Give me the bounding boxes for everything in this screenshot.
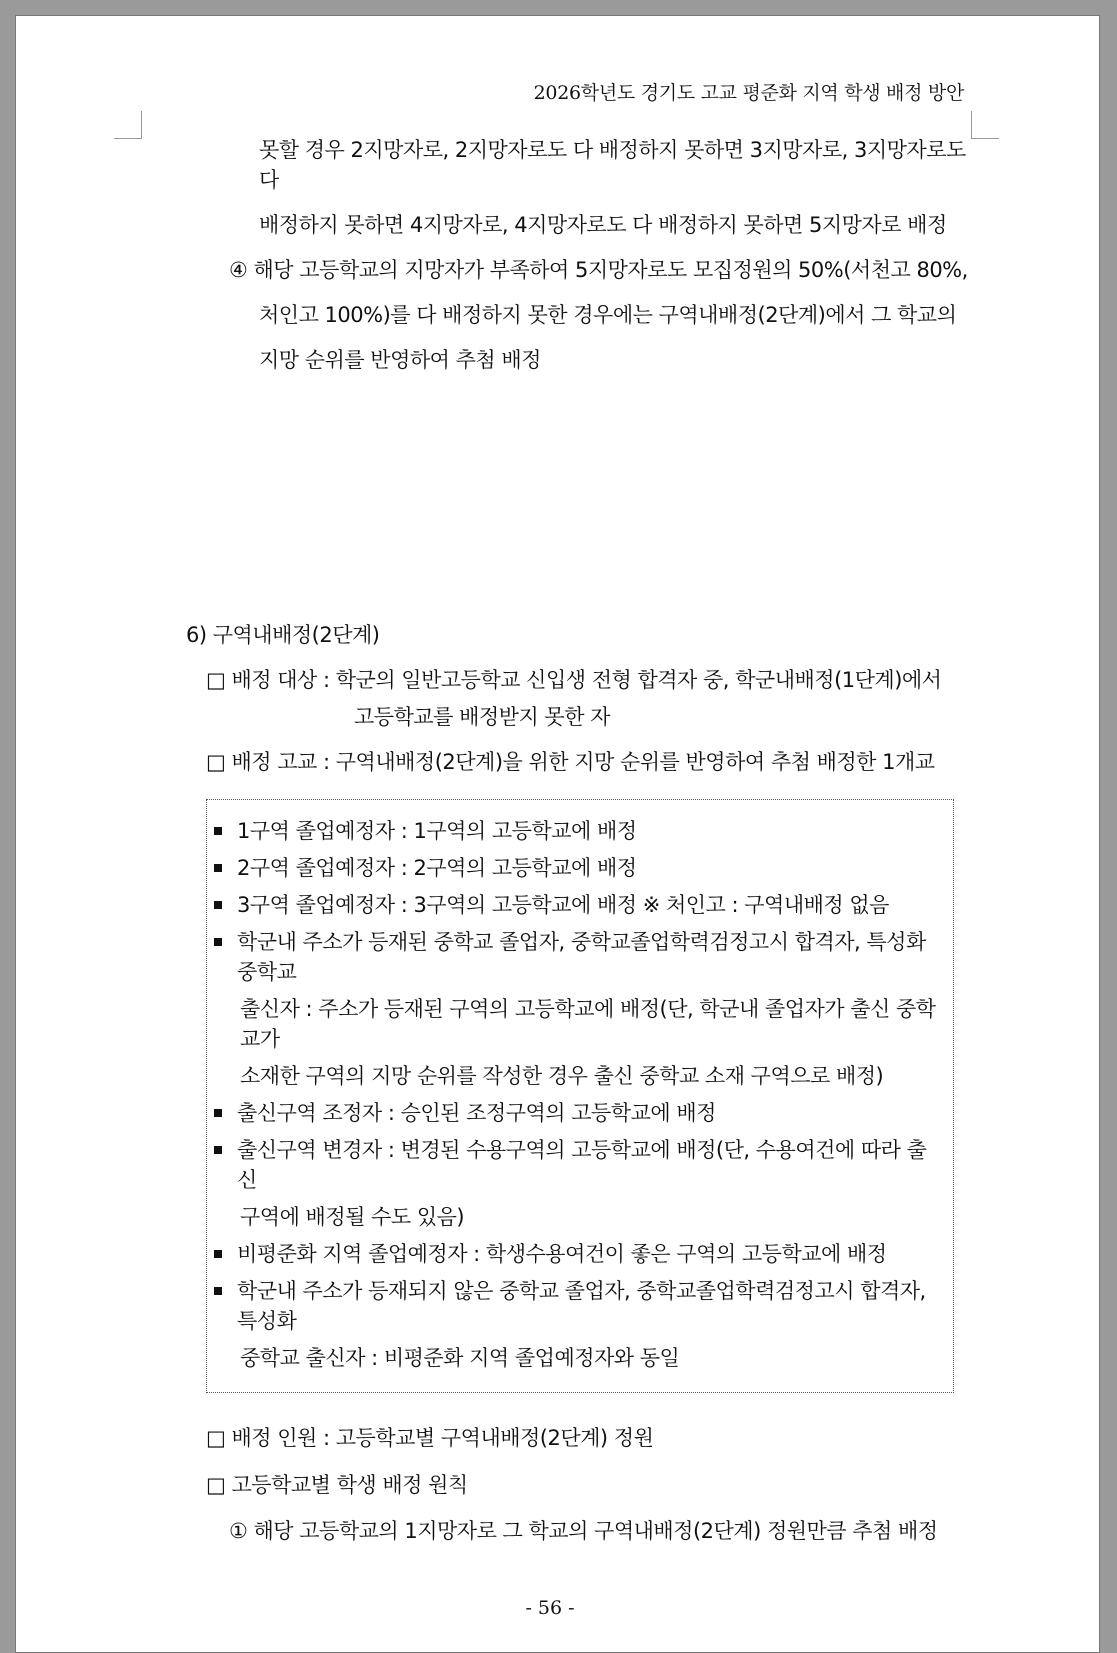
- box-line: [207, 1239, 943, 1269]
- box-line: [207, 1098, 943, 1128]
- school-line: □ 배정 고교 : 구역내배정(2단계)을 위한 지망 순위를 반영하여 추첨 배정한 1개교: [206, 750, 935, 774]
- box-line: [207, 816, 943, 846]
- body-line: 배정하지 못하면 4지망자로, 4지망자로도 다 배정하지 못하면 5지망자로 배정: [259, 213, 947, 237]
- bullet-icon: [214, 1250, 222, 1258]
- box-line: 구역에 배정될 수도 있음): [240, 1205, 465, 1229]
- list-item-1: ① 해당 고등학교의 1지망자로 그 학교의 구역내배정(2단계) 정원만큼 추첨 배정: [229, 1519, 938, 1543]
- box-line-text: 2구역 졸업예정자 : 2구역의 고등학교에 배정: [237, 856, 637, 880]
- box-line-text: 3구역 졸업예정자 : 3구역의 고등학교에 배정 ※ 처인고 : 구역내배정 없음: [237, 893, 889, 917]
- page-number: - 56 -: [525, 1597, 575, 1619]
- page-content: [16, 16, 1099, 1622]
- box-line-text: 학군내 주소가 등재된 중학교 졸업자, 중학교졸업학력검정고시 합격자, 특성화중학교: [237, 930, 926, 984]
- box-line: [207, 890, 943, 920]
- box-line: 소재한 구역의 지망 순위를 작성한 경우 출신 중학교 소재 구역으로 배정): [240, 1064, 884, 1088]
- bullet-icon: [214, 864, 222, 872]
- bullet-icon: [214, 938, 222, 946]
- list-item-4: ④ 해당 고등학교의 지망자가 부족하여 5지망자로도 모집정원의 50%(서천고 80%,: [229, 258, 968, 282]
- body-line: 지망 순위를 반영하여 추첨 배정: [259, 348, 541, 372]
- bullet-icon: [214, 1146, 222, 1154]
- box-line-text: 출신구역 조정자 : 승인된 조정구역의 고등학교에 배정: [237, 1101, 716, 1125]
- box-line: 출신자 : 주소가 등재된 구역의 고등학교에 배정(단, 학군내 졸업자가 출신 중학교가: [240, 997, 936, 1051]
- bullet-icon: [214, 1109, 222, 1117]
- bullet-icon: [214, 1287, 222, 1295]
- box-line: [207, 927, 943, 987]
- bullet-icon: [214, 901, 222, 909]
- box-line: [207, 1276, 943, 1336]
- principle-line: □ 고등학교별 학생 배정 원칙: [206, 1473, 468, 1497]
- quota-line: □ 배정 인원 : 고등학교별 구역내배정(2단계) 정원: [206, 1426, 654, 1450]
- target-line: □ 배정 대상 : 학군의 일반고등학교 신입생 전형 합격자 중, 학군내배정(1단계)에서: [206, 668, 942, 692]
- rules-box: [206, 799, 954, 1393]
- box-line: 중학교 출신자 : 비평준화 지역 졸업예정자와 동일: [240, 1346, 680, 1370]
- bullet-icon: [214, 827, 222, 835]
- box-line-text: 비평준화 지역 졸업예정자 : 학생수용여건이 좋은 구역의 고등학교에 배정: [237, 1242, 887, 1266]
- target-line: 고등학교를 배정받지 못한 자: [354, 705, 610, 729]
- box-line-text: 1구역 졸업예정자 : 1구역의 고등학교에 배정: [237, 819, 637, 843]
- box-line: [207, 853, 943, 883]
- box-line-text: 학군내 주소가 등재되지 않은 중학교 졸업자, 중학교졸업학력검정고시 합격자, 특성화: [237, 1279, 926, 1333]
- box-line-text: 출신구역 변경자 : 변경된 수용구역의 고등학교에 배정(단, 수용여건에 따라 출신: [237, 1138, 927, 1192]
- body-line: 처인고 100%)를 다 배정하지 못한 경우에는 구역내배정(2단계)에서 그 학교의: [259, 303, 957, 327]
- box-line: [207, 1135, 943, 1195]
- body-line: 못할 경우 2지망자로, 2지망자로도 다 배정하지 못하면 3지망자로, 3지망자로도 다: [259, 138, 966, 192]
- document-page: [15, 15, 1100, 1653]
- section-title: 6) 구역내배정(2단계): [186, 623, 380, 647]
- running-header: 2026학년도 경기도 고교 평준화 지역 학생 배정 방안: [533, 82, 964, 104]
